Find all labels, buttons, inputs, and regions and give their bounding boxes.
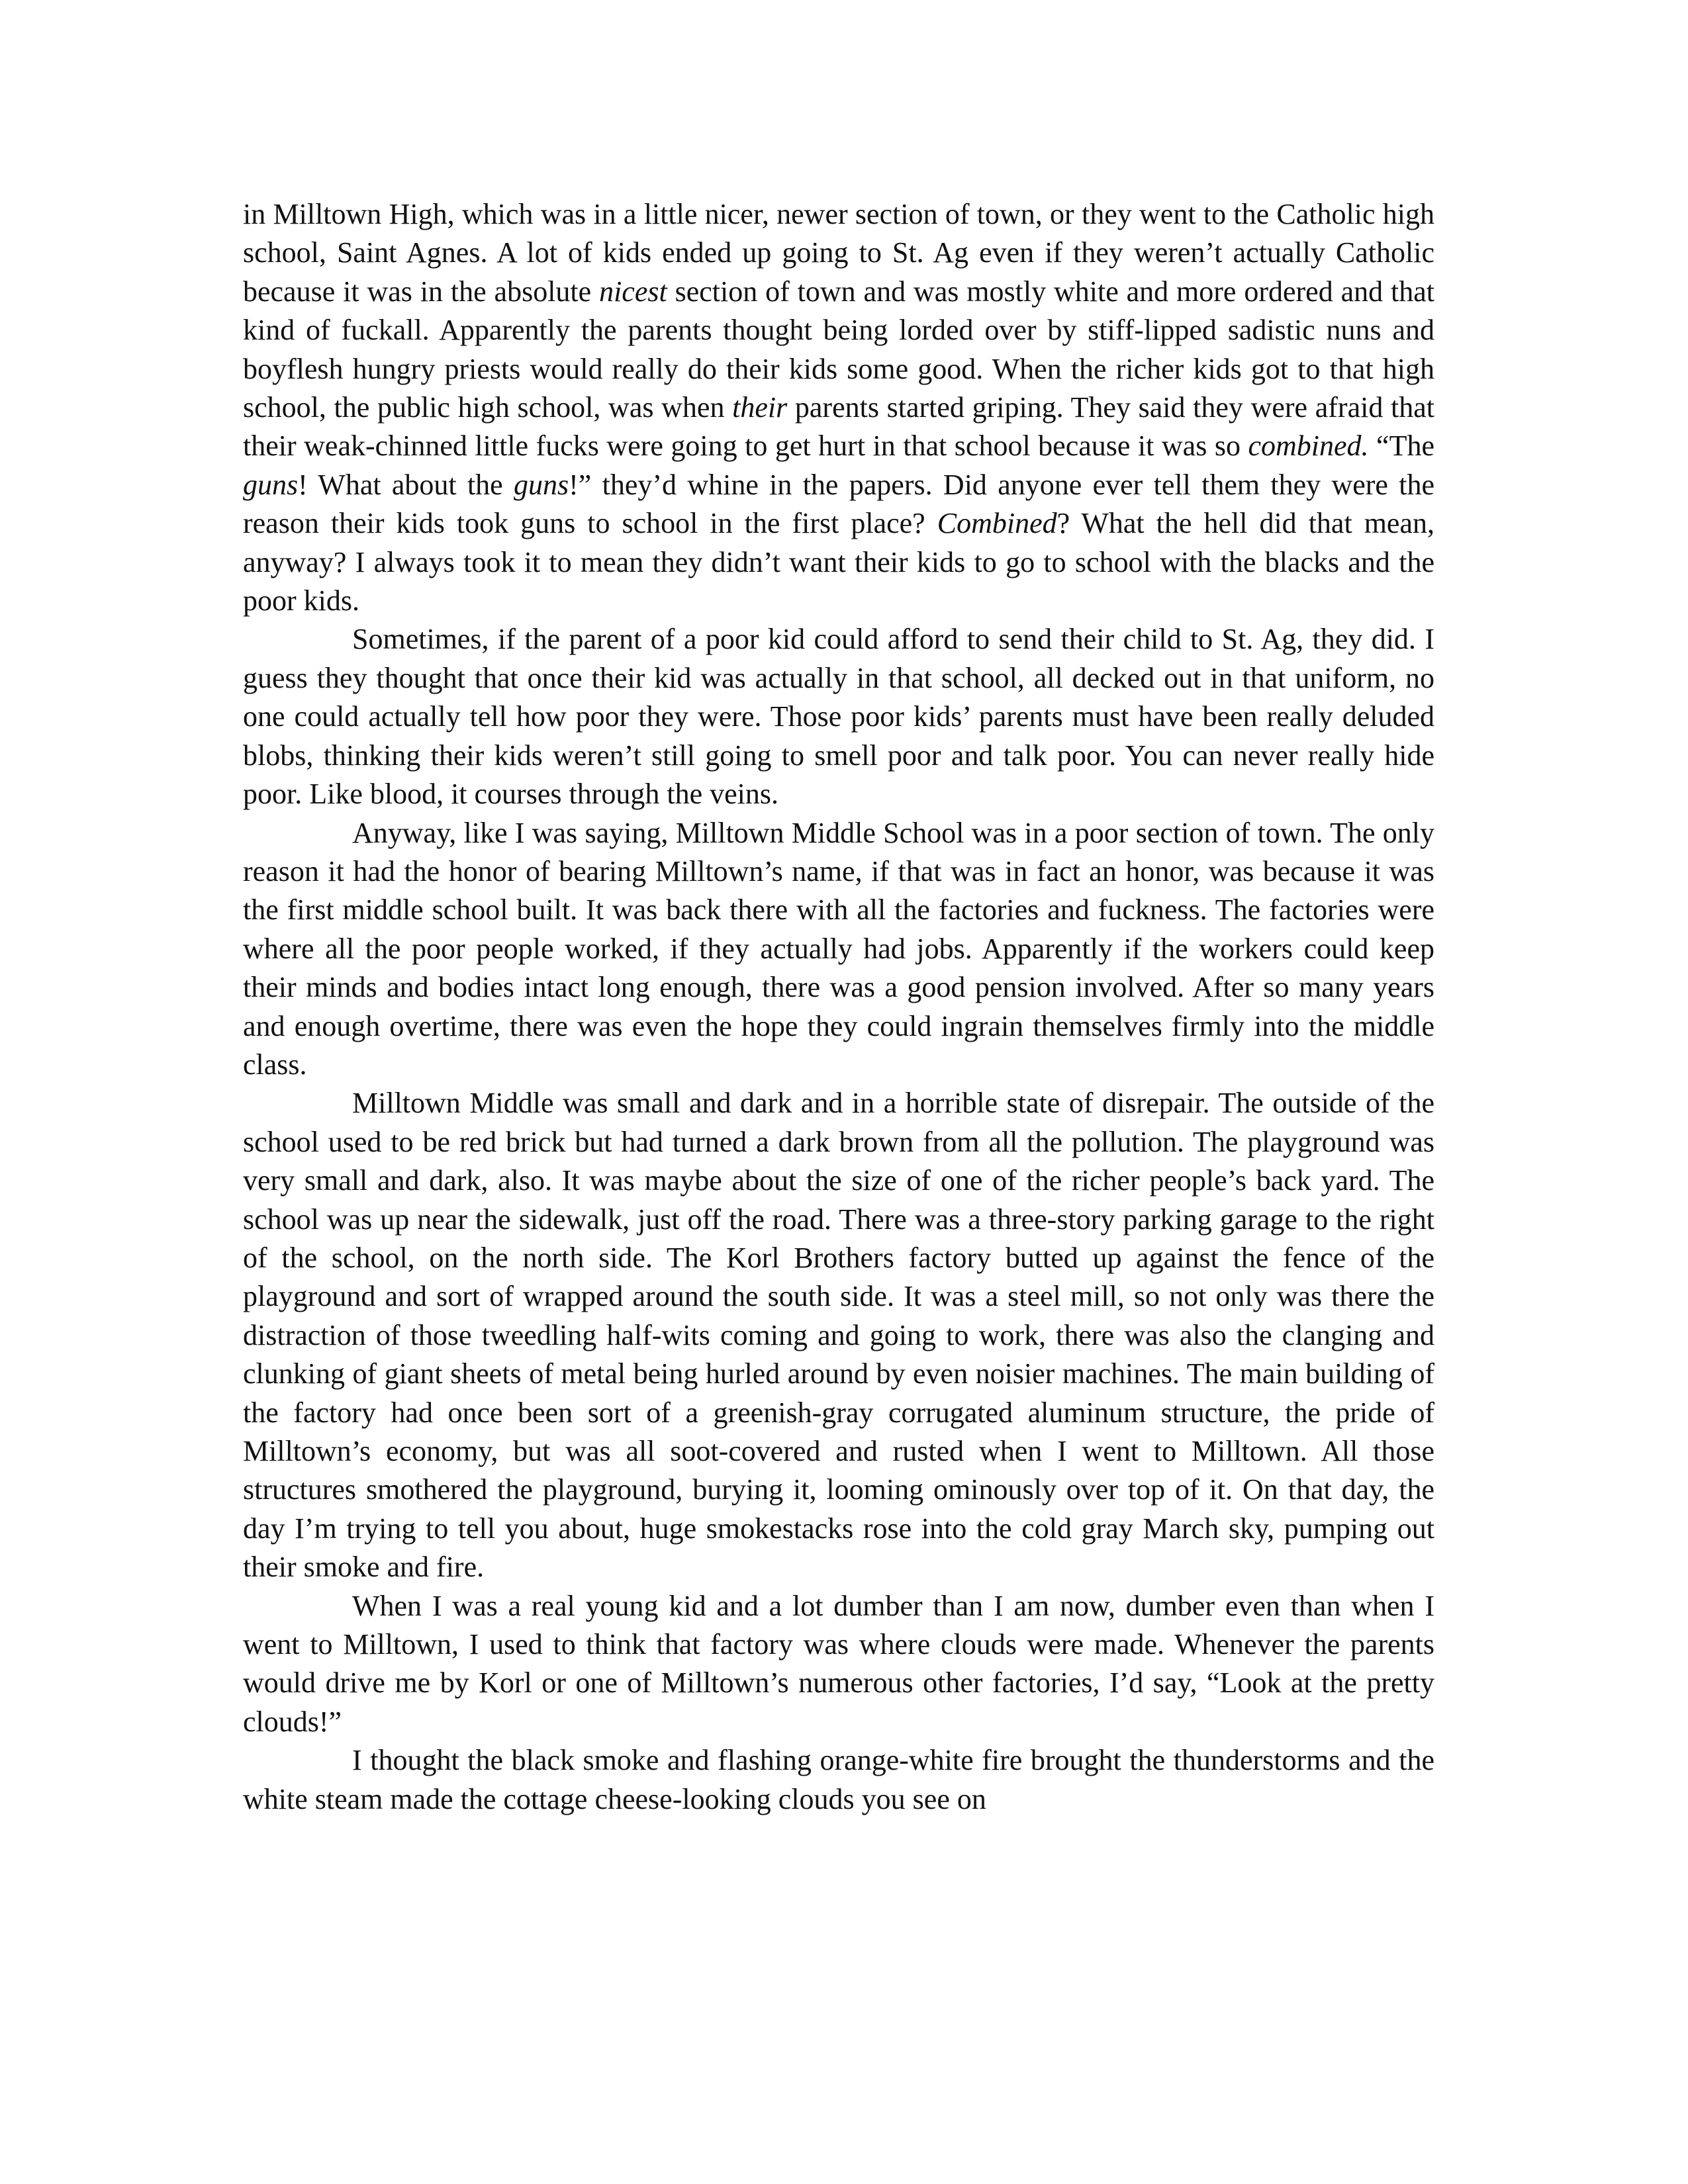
- paragraph-2: [243, 620, 1434, 813]
- p5-text: When I was a real young kid and a lot dumber than I am now, dumber even than when I went to Milltown, I used to think that factory was where clouds were made. Whenever the parents would drive me by Korl or one of Milltown’s numerous other factories, I’d say, “Look at the pretty clouds!”: [243, 1589, 1434, 1738]
- paragraph-1: [243, 195, 1434, 620]
- p4-text: Milltown Middle was small and dark and in a horrible state of disrepair. The outside of the school used to be red brick but had turned a dark brown from all the pollution. The playground was very small and dark, also. It was maybe about the size of one of the richer people’s back yard. The school was up near the sidewalk, just off the road. There was a three-story parking garage to the right of the school, on the north side. The Korl Brothers factory butted up against the fence of the playground and sort of wrapped around the south side. It was a steel mill, so not only was there the distraction of those tweedling half-wits coming and going to work, there was also the clanging and clunking of giant sheets of metal being hurled around by even noisier machines. The main building of the factory had once been sort of a greenish-gray corrugated aluminum structure, the pride of Milltown’s economy, but was all soot-covered and rusted when I went to Milltown. All those structures smothered the playground, burying it, looming ominously over top of it. On that day, the day I’m trying to tell you about, huge smokestacks rose into the cold gray March sky, pumping out their smoke and fire.: [243, 1087, 1434, 1584]
- paragraph-4: [243, 1084, 1434, 1586]
- paragraph-6: [243, 1741, 1434, 1819]
- p1-italic-guns-1: guns: [243, 468, 299, 501]
- p1-italic-combined-question: Combined: [937, 507, 1057, 540]
- p1-text-3: parents started griping. They said they were afraid that their weak-chinned little fucks were going to get hurt in that school because it was so: [243, 391, 1434, 463]
- p2-text: Sometimes, if the parent of a poor kid could afford to send their child to St. Ag, they did. I guess they thought that once their kid was actually in that school, all decked out in that uniform, no one could actually tell how poor they were. Those poor kids’ parents must have been really deluded blobs, thinking their kids weren’t still going to smell poor and talk poor. You can never really hide poor. Like blood, it courses through the veins.: [243, 623, 1434, 811]
- p1-text-6: !” they’d whine in the papers. Did anyone ever tell them they were the reason their kids took guns to school in the first place?: [243, 468, 1435, 540]
- p1-italic-guns-2: guns: [514, 468, 569, 501]
- p1-italic-combined: combined.: [1248, 430, 1369, 463]
- p1-text-7: ? What the hell did that mean, anyway? I always took it to mean they didn’t want their kids to go to school with the blacks and the poor kids.: [243, 507, 1434, 617]
- p1-italic-their: their: [732, 391, 788, 424]
- p1-text-5: ! What about the: [298, 468, 514, 501]
- p3-text: Anyway, like I was saying, Milltown Middle School was in a poor section of town. The only reason it had the honor of bearing Milltown’s name, if that was in fact an honor, was because it was the first middle school built. It was back there with all the factories and fuckness. The factories were where all the poor people worked, if they actually had jobs. Apparently if the workers could keep their minds and bodies intact long enough, there was a good pension involved. After so many years and enough overtime, there was even the hope they could ingrain themselves firmly into the middle class.: [243, 816, 1434, 1081]
- p1-text-4: “The: [1368, 430, 1434, 463]
- p1-text-1: in Milltown High, which was in a little nicer, newer section of town, or they went to the Catholic high school, Saint Agnes. A lot of kids ended up going to St. Ag even if they weren’t actually Catholic because it was in the absolute: [243, 198, 1434, 308]
- p1-text-2: section of town and was mostly white and more ordered and that kind of fuckall. Apparently the parents thought being lorded over by stiff-lipped sadistic nuns and boyflesh hungry priests would really do their kids some good. When the richer kids got to that high school, the public high school, was when: [243, 275, 1434, 424]
- paragraph-5: [243, 1587, 1434, 1742]
- paragraph-3: [243, 814, 1434, 1085]
- manuscript-page: [243, 195, 1434, 1819]
- p6-text: I thought the black smoke and flashing orange-white fire brought the thunderstorms and the white steam made the cottage cheese-looking clouds you see on: [243, 1744, 1434, 1815]
- p1-italic-nicest: nicest: [599, 275, 667, 308]
